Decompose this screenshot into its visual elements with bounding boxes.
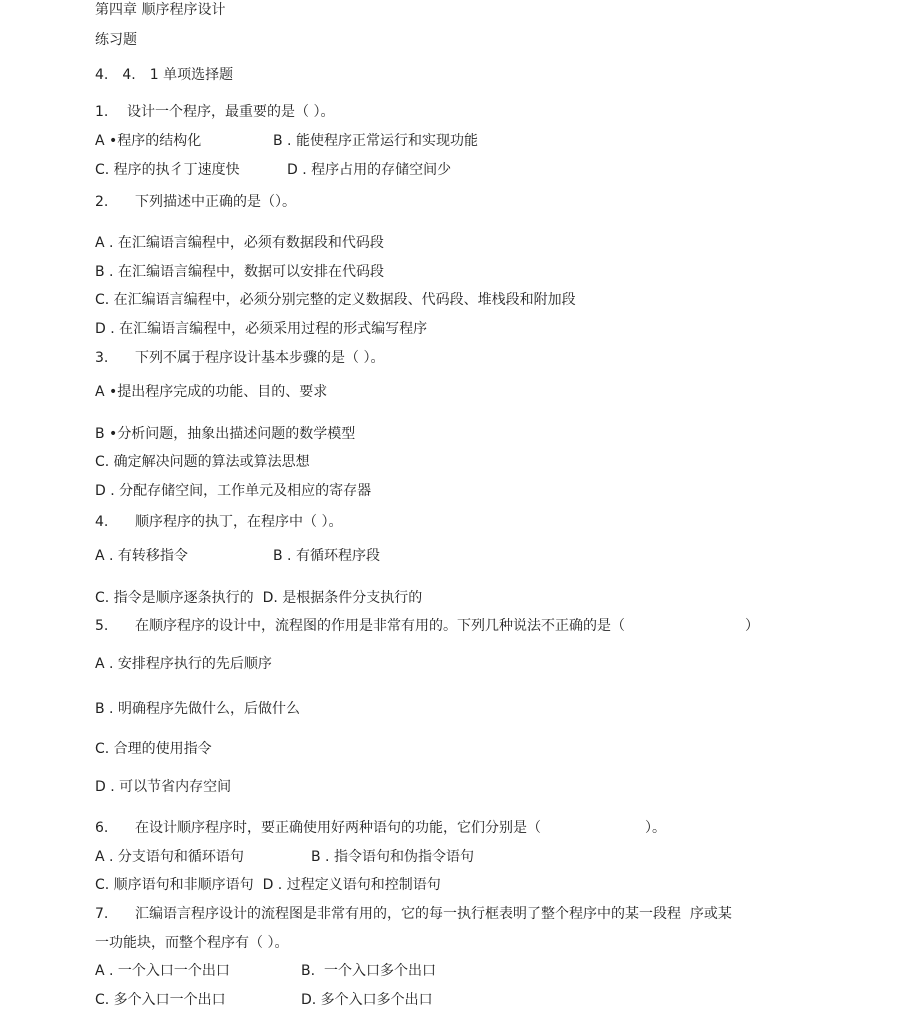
q4-number: 4. [95,514,109,530]
q7-stem-continued: 一功能块，而整个程序有（ ）。 [95,935,289,951]
q4-option-a: A . 有转移指令 [95,548,188,564]
q2-option-b: B . 在汇编语言编程中，数据可以安排在代码段 [95,264,384,280]
q5-stem: 在顺序程序的设计中，流程图的作用是非常有用的。下列几种说法不正确的是（ [135,618,625,634]
q7-option-c: C. 多个入口一个出口 [95,992,226,1008]
q2-stem: 下列描述中正确的是（）。 [135,194,296,210]
q7-number: 7. [95,906,109,922]
q3-stem: 下列不属于程序设计基本步骤的是（ ）。 [135,350,385,366]
q3-option-b: B •分析问题，抽象出描述问题的数学模型 [95,426,356,442]
q5-close-paren: ） [745,618,759,634]
q3-number: 3. [95,350,109,366]
q4-stem: 顺序程序的执丁，在程序中（ ）。 [135,514,343,530]
q7-option-b: B. 一个入口多个出口 [301,963,436,979]
q6-option-a: A . 分支语句和循环语句 [95,849,244,865]
q1-option-a: A •程序的结构化 [95,133,202,149]
q1-option-c: C. 程序的执彳丁速度快 [95,162,240,178]
q1-option-d: D . 程序占用的存储空间少 [287,162,452,178]
q7-option-d: D. 多个入口多个出口 [301,992,433,1008]
q5-option-c: C. 合理的使用指令 [95,741,212,757]
q7-stem: 汇编语言程序设计的流程图是非常有用的，它的每一执行框表明了整个程序中的某一段程 序或某 [135,906,732,922]
chapter-title: 第四章 顺序程序设计 [95,2,226,18]
q6-stem: 在设计顺序程序时，要正确使用好两种语句的功能，它们分别是（ [135,820,541,836]
q2-option-a: A . 在汇编语言编程中，必须有数据段和代码段 [95,235,384,251]
q2-option-c: C. 在汇编语言编程中，必须分别完整的定义数据段、代码段、堆栈段和附加段 [95,292,576,308]
q1-option-b: B . 能使程序正常运行和实现功能 [273,133,478,149]
q1-number: 1. [95,104,109,120]
q2-number: 2. [95,194,109,210]
subtitle: 练习题 [95,32,137,48]
q4-option-b: B . 有循环程序段 [273,548,380,564]
q3-option-d: D . 分配存储空间，工作单元及相应的寄存器 [95,483,372,499]
q2-option-d: D . 在汇编语言编程中，必须采用过程的形式编写程序 [95,321,428,337]
q5-option-a: A . 安排程序执行的先后顺序 [95,656,272,672]
q6-options-cd: C. 顺序语句和非顺序语句 D . 过程定义语句和控制语句 [95,877,441,893]
q5-option-b: B . 明确程序先做什么，后做什么 [95,701,300,717]
q7-option-a: A . 一个入口一个出口 [95,963,230,979]
q6-number: 6. [95,820,109,836]
q4-options-cd: C. 指令是顺序逐条执行的 D. 是根据条件分支执行的 [95,590,423,606]
q3-option-a: A •提出程序完成的功能、目的、要求 [95,384,328,400]
q6-option-b: B . 指令语句和伪指令语句 [311,849,474,865]
q5-number: 5. [95,618,109,634]
section-heading: 4. 4. 1 单项选择题 [95,67,234,83]
q3-option-c: C. 确定解决问题的算法或算法思想 [95,454,310,470]
q5-option-d: D . 可以节省内存空间 [95,779,232,795]
q1-stem: 设计一个程序，最重要的是（ ）。 [127,104,335,120]
q6-close-paren: ）。 [645,820,666,836]
